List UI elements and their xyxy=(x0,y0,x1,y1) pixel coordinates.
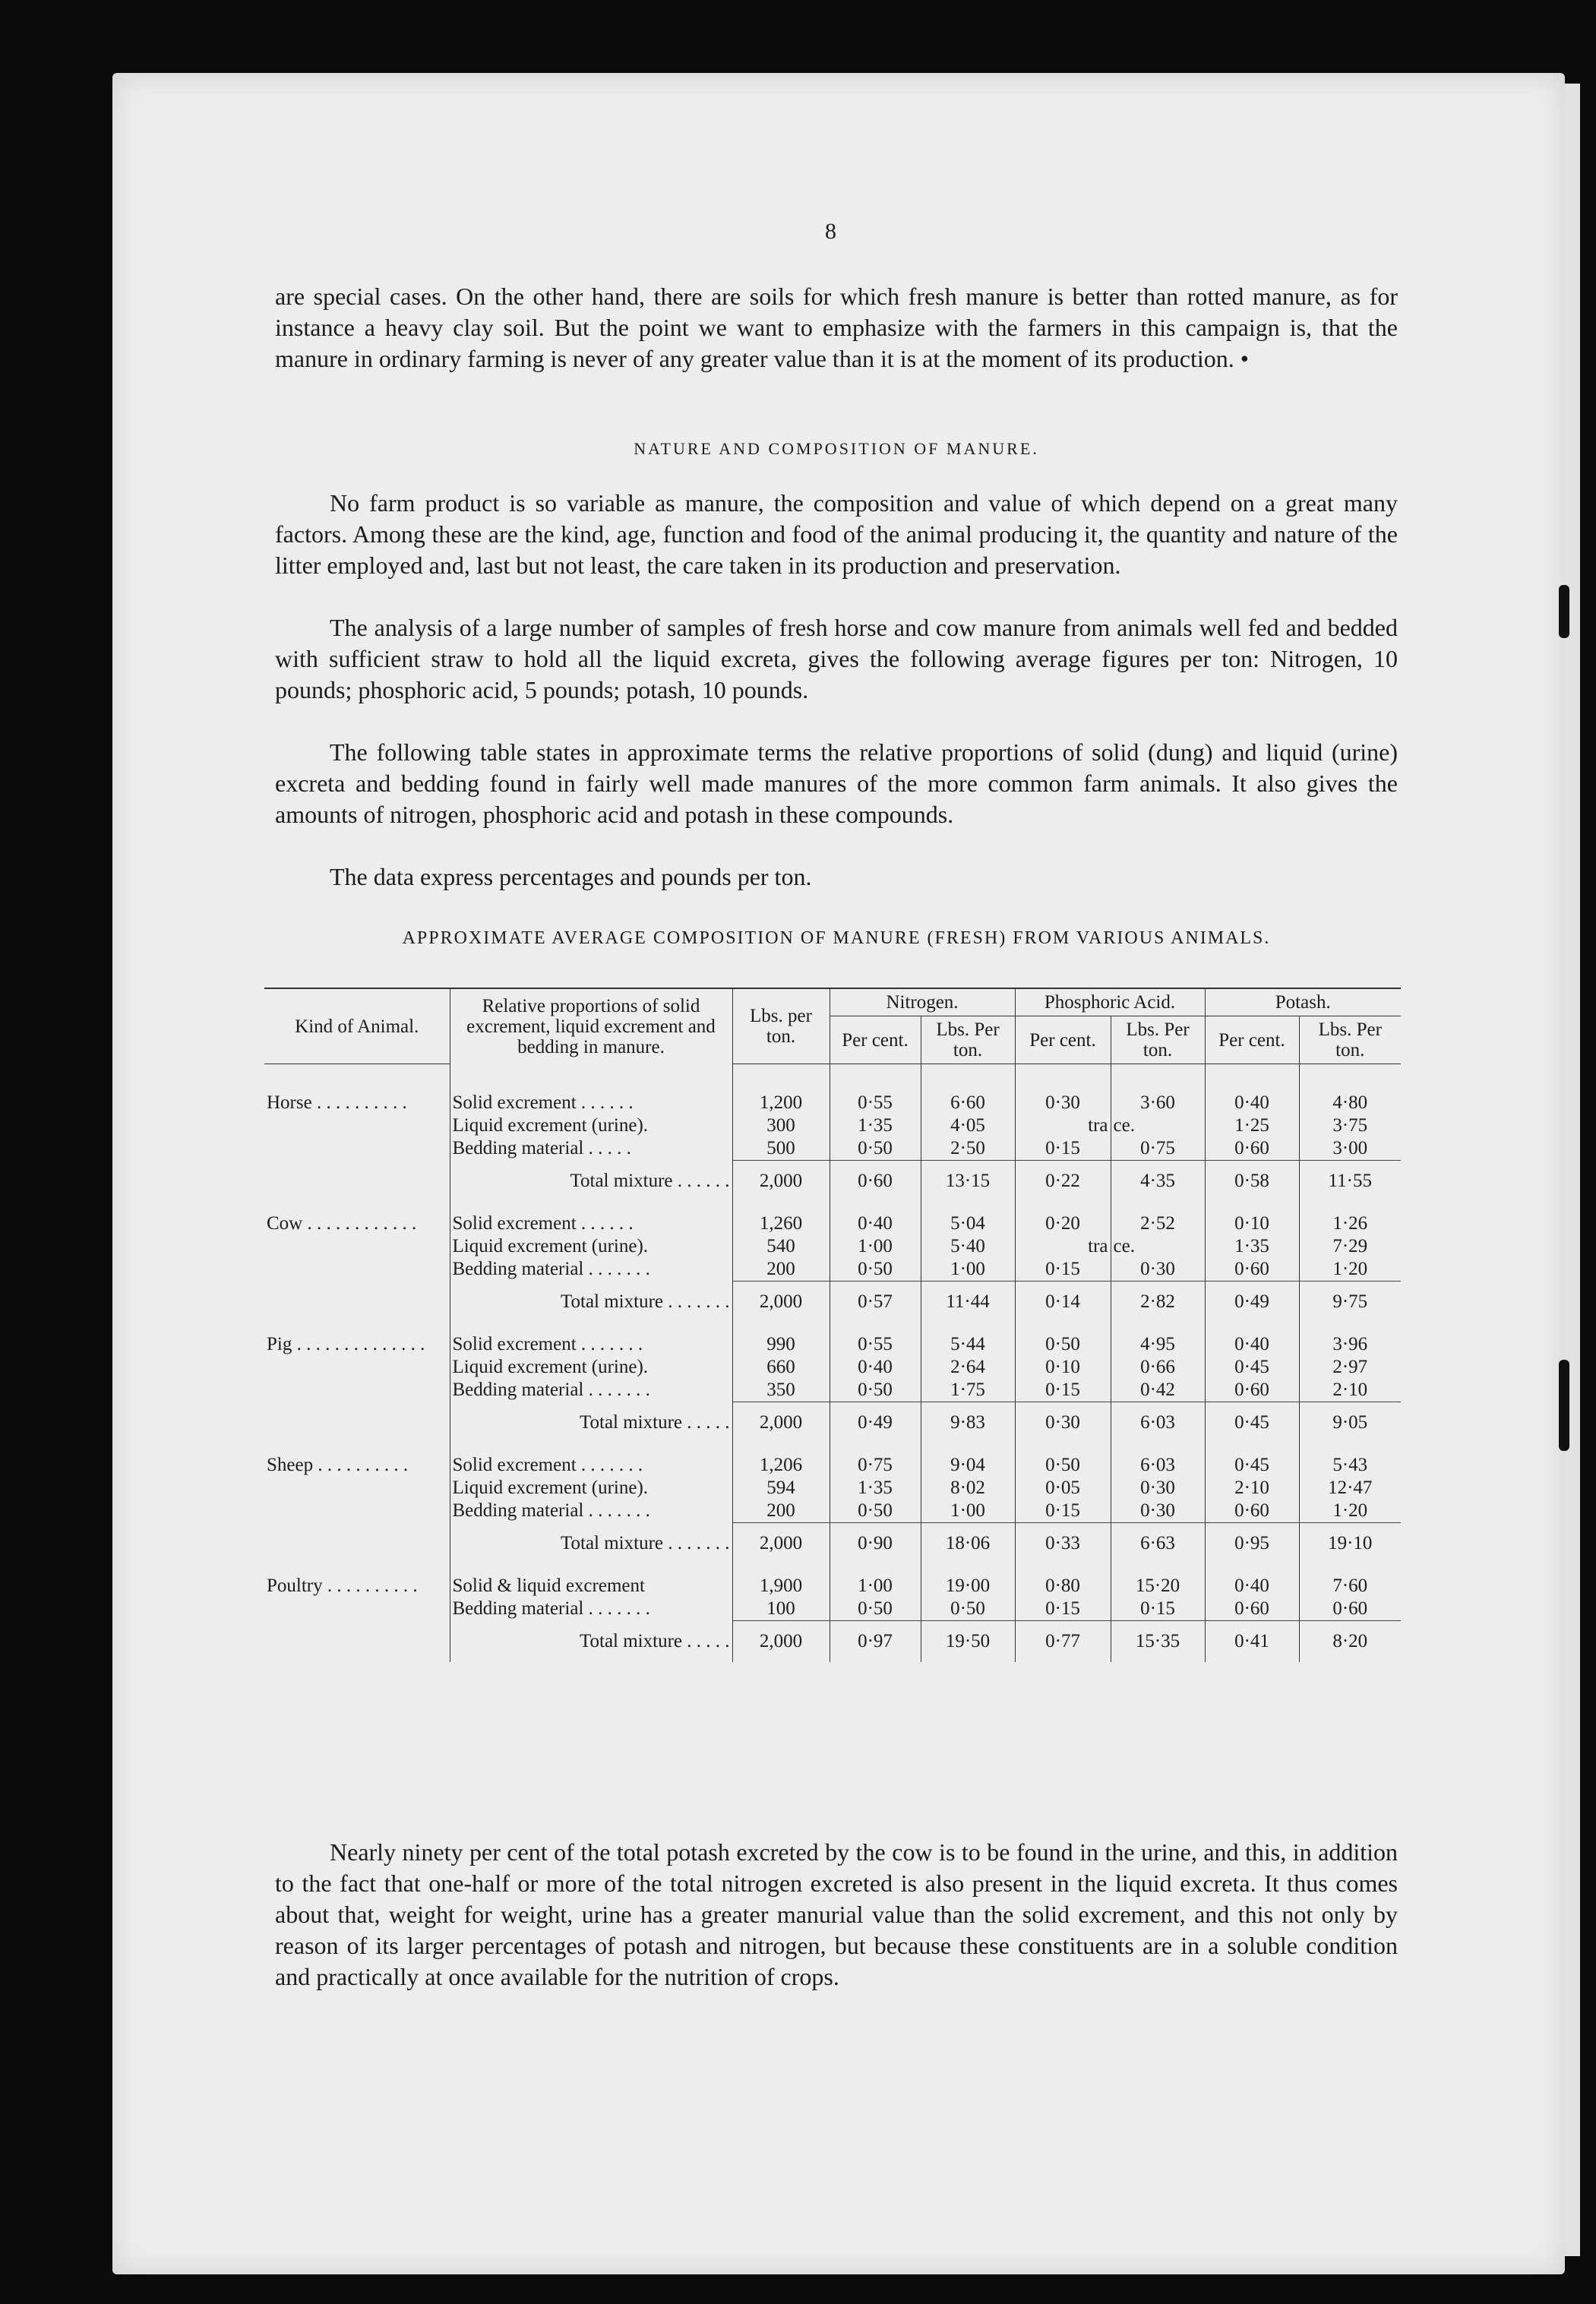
paragraph-1-text: No farm product is so variable as manure, the composition and value of which depend on a great many factors. Among these are the kind, age, function and food of the animal producing it, the quantity and nature of the litter employed and, last but not least, the care taken in its production and preservation. xyxy=(275,489,1398,579)
cell: 4·95 xyxy=(1111,1333,1205,1356)
cell: 0·15 xyxy=(1111,1598,1205,1621)
cell: 0·50 xyxy=(830,1500,921,1523)
cell: 1,200 xyxy=(732,1092,830,1114)
table-row xyxy=(264,1379,1401,1402)
cell: 300 xyxy=(732,1114,830,1137)
component-label: Bedding material . . . . . . . xyxy=(450,1598,732,1621)
cell: 0·40 xyxy=(830,1356,921,1379)
closing-paragraph-text: Nearly ninety per cent of the total potash excreted by the cow is to be found in the urine, and this, in addition to the fact that one-half or more of the total nitrogen excreted is also present in the liquid excreta. It thus comes about that, weight for weight, urine has a greater manurial value than the solid excrement, and this not only by reason of its larger percentages of potash and nitrogen, but because these constituents are in a soluble condition and practically at once available for the nutrition of crops. xyxy=(275,1838,1398,1990)
component-label: Liquid excrement (urine). xyxy=(450,1356,732,1379)
cell: 3·60 xyxy=(1111,1092,1205,1114)
header-per-cent: Per cent. xyxy=(1205,1016,1299,1064)
table-header-row xyxy=(264,988,1401,1016)
cell: 0·41 xyxy=(1205,1621,1299,1663)
cell: 7·60 xyxy=(1299,1575,1401,1598)
cell: 5·04 xyxy=(921,1212,1015,1235)
cell: 2·82 xyxy=(1111,1282,1205,1323)
header-lbs: Lbs. Per ton. xyxy=(1111,1016,1205,1064)
cell: 5·40 xyxy=(921,1235,1015,1258)
cell: 8·20 xyxy=(1299,1621,1401,1663)
cell: 2,000 xyxy=(732,1523,830,1565)
cell: 7·29 xyxy=(1299,1235,1401,1258)
header-lbs-per-ton: Lbs. per ton. xyxy=(732,988,830,1064)
cell: 1·00 xyxy=(830,1575,921,1598)
cell: 0·60 xyxy=(1205,1137,1299,1161)
cell: 200 xyxy=(732,1500,830,1523)
component-label: Liquid excrement (urine). xyxy=(450,1235,732,1258)
cell: 0·15 xyxy=(1015,1379,1111,1402)
cell: 2·50 xyxy=(921,1137,1015,1161)
cell: 18·06 xyxy=(921,1523,1015,1565)
table-row xyxy=(264,1598,1401,1621)
cell: 0·60 xyxy=(830,1161,921,1203)
cell: 0·40 xyxy=(1205,1333,1299,1356)
cell: 6·63 xyxy=(1111,1523,1205,1565)
cell: 0·10 xyxy=(1205,1212,1299,1235)
cell: 1·00 xyxy=(830,1235,921,1258)
cell: 0·97 xyxy=(830,1621,921,1663)
cell: 3·96 xyxy=(1299,1333,1401,1356)
component-label: Solid excrement . . . . . . xyxy=(450,1212,732,1235)
cell: 0·49 xyxy=(1205,1282,1299,1323)
cell: 0·60 xyxy=(1205,1598,1299,1621)
total-label: Total mixture . . . . . xyxy=(450,1402,732,1444)
cell: 0·50 xyxy=(921,1598,1015,1621)
cell: 9·75 xyxy=(1299,1282,1401,1323)
table-row xyxy=(264,1212,1401,1235)
header-phosphoric: Phosphoric Acid. xyxy=(1015,988,1205,1016)
cell: 0·15 xyxy=(1015,1598,1111,1621)
cell: 0·60 xyxy=(1205,1500,1299,1523)
cell: 990 xyxy=(732,1333,830,1356)
cell: 1·25 xyxy=(1205,1114,1299,1137)
cell: 1,900 xyxy=(732,1575,830,1598)
paragraph-1 xyxy=(275,488,1398,581)
cell: 0·90 xyxy=(830,1523,921,1565)
cell: 1,206 xyxy=(732,1454,830,1477)
cell: 0·55 xyxy=(830,1092,921,1114)
cell: 0·50 xyxy=(830,1379,921,1402)
cell: tra xyxy=(1015,1235,1111,1258)
cell: 9·05 xyxy=(1299,1402,1401,1444)
animal-name: Poultry . . . . . . . . . . xyxy=(267,1576,418,1596)
cell: 100 xyxy=(732,1598,830,1621)
table-row xyxy=(264,1258,1401,1282)
paragraph-3 xyxy=(275,737,1398,830)
cell: 0·14 xyxy=(1015,1282,1111,1323)
total-label: Total mixture . . . . . . . xyxy=(450,1523,732,1565)
cell: 5·43 xyxy=(1299,1454,1401,1477)
cell: 4·05 xyxy=(921,1114,1015,1137)
cell: 0·50 xyxy=(1015,1333,1111,1356)
table-row xyxy=(264,1500,1401,1523)
cell: 9·83 xyxy=(921,1402,1015,1444)
table-title: APPROXIMATE AVERAGE COMPOSITION OF MANURE (FRESH) FROM VARIOUS ANIMALS. xyxy=(402,928,1271,948)
cell: 2,000 xyxy=(732,1621,830,1663)
cell: 0·40 xyxy=(1205,1092,1299,1114)
cell: 0·60 xyxy=(1299,1598,1401,1621)
cell: 3·75 xyxy=(1299,1114,1401,1137)
cell: ce. xyxy=(1111,1114,1205,1137)
cell: 12·47 xyxy=(1299,1477,1401,1500)
cell: 0·33 xyxy=(1015,1523,1111,1565)
cell: 0·15 xyxy=(1015,1137,1111,1161)
component-label: Bedding material . . . . . xyxy=(450,1137,732,1161)
component-label: Solid & liquid excrement xyxy=(450,1575,732,1598)
component-label: Solid excrement . . . . . . xyxy=(450,1092,732,1114)
cell: 2·10 xyxy=(1205,1477,1299,1500)
cell: 0·60 xyxy=(1205,1258,1299,1282)
cell: 594 xyxy=(732,1477,830,1500)
binding-mark xyxy=(1559,1360,1569,1451)
paragraph-4-text: The data express percentages and pounds per ton. xyxy=(330,863,812,890)
paragraph-3-text: The following table states in approximate terms the relative proportions of solid (dung) and liquid (urine) excreta and bedding found in fairly well made manures of the more common farm animals. It also gives the amounts of nitrogen, phosphoric acid and potash in these compounds. xyxy=(275,738,1398,828)
cell: 0·40 xyxy=(830,1212,921,1235)
cell: 0·22 xyxy=(1015,1161,1111,1203)
page-edge-strip xyxy=(1565,84,1580,2256)
table-row xyxy=(264,1356,1401,1379)
cell: 5·44 xyxy=(921,1333,1015,1356)
cell: 1·00 xyxy=(921,1258,1015,1282)
cell: 660 xyxy=(732,1356,830,1379)
cell: 0·10 xyxy=(1015,1356,1111,1379)
intro-paragraph: are special cases. On the other hand, there are soils for which fresh manure is better than rotted manure, as for instance a heavy clay soil. But the point we want to emphasize with the farmers in this campaign is, that the manure in ordinary farming is never of any greater value than it is at the moment of its production. • xyxy=(275,283,1398,372)
cell: 11·55 xyxy=(1299,1161,1401,1203)
cell: 2·97 xyxy=(1299,1356,1401,1379)
cell: 13·15 xyxy=(921,1161,1015,1203)
table-row xyxy=(264,1092,1401,1114)
component-label: Solid excrement . . . . . . . xyxy=(450,1333,732,1356)
cell: 9·04 xyxy=(921,1454,1015,1477)
cell: 4·35 xyxy=(1111,1161,1205,1203)
cell: 0·15 xyxy=(1015,1258,1111,1282)
cell: 0·66 xyxy=(1111,1356,1205,1379)
cell: 11·44 xyxy=(921,1282,1015,1323)
cell: 0·30 xyxy=(1015,1092,1111,1114)
paragraph-2-text: The analysis of a large number of samples of fresh horse and cow manure from animals well fed and bedded with sufficient straw to hold all the liquid excreta, gives the following average figures per ton: Nitrogen, 10 pounds; phosphoric acid, 5 pounds; potash, 10 pounds. xyxy=(275,614,1398,703)
cell: 2·52 xyxy=(1111,1212,1205,1235)
cell: 0·50 xyxy=(830,1598,921,1621)
cell: 2,000 xyxy=(732,1282,830,1323)
closing-paragraph xyxy=(275,1837,1398,1993)
cell: 540 xyxy=(732,1235,830,1258)
cell: 1·35 xyxy=(1205,1235,1299,1258)
header-lbs: Lbs. Per ton. xyxy=(921,1016,1015,1064)
cell: 0·50 xyxy=(830,1258,921,1282)
cell: 500 xyxy=(732,1137,830,1161)
cell: 0·15 xyxy=(1015,1500,1111,1523)
cell: 3·00 xyxy=(1299,1137,1401,1161)
section-heading: NATURE AND COMPOSITION OF MANURE. xyxy=(634,439,1039,458)
total-label: Total mixture . . . . . xyxy=(450,1621,732,1663)
animal-name: Cow . . . . . . . . . . . . xyxy=(267,1213,417,1234)
cell: 0·55 xyxy=(830,1333,921,1356)
cell: 15·20 xyxy=(1111,1575,1205,1598)
cell: 0·49 xyxy=(830,1402,921,1444)
cell: 0·58 xyxy=(1205,1161,1299,1203)
cell: 1·35 xyxy=(830,1477,921,1500)
cell: 2·64 xyxy=(921,1356,1015,1379)
cell: 0·45 xyxy=(1205,1454,1299,1477)
cell: 0·57 xyxy=(830,1282,921,1323)
total-row xyxy=(264,1161,1401,1203)
cell: 0·75 xyxy=(1111,1137,1205,1161)
cell: 2,000 xyxy=(732,1402,830,1444)
cell: 0·40 xyxy=(1205,1575,1299,1598)
table-row xyxy=(264,1477,1401,1500)
component-label: Solid excrement . . . . . . . xyxy=(450,1454,732,1477)
cell: 0·50 xyxy=(830,1137,921,1161)
header-potash: Potash. xyxy=(1205,988,1401,1016)
cell: 0·60 xyxy=(1205,1379,1299,1402)
total-row xyxy=(264,1402,1401,1444)
cell: 0·42 xyxy=(1111,1379,1205,1402)
animal-name: Horse . . . . . . . . . . xyxy=(267,1092,407,1113)
header-kind: Kind of Animal. xyxy=(264,988,450,1064)
cell: 1·20 xyxy=(1299,1258,1401,1282)
component-label: Bedding material . . . . . . . xyxy=(450,1500,732,1523)
cell: 15·35 xyxy=(1111,1621,1205,1663)
component-label: Liquid excrement (urine). xyxy=(450,1477,732,1500)
component-label: Liquid excrement (urine). xyxy=(450,1114,732,1137)
cell: 8·02 xyxy=(921,1477,1015,1500)
cell: 0·45 xyxy=(1205,1402,1299,1444)
cell: 0·30 xyxy=(1015,1402,1111,1444)
cell: 19·00 xyxy=(921,1575,1015,1598)
cell: 0·50 xyxy=(1015,1454,1111,1477)
page-number: 8 xyxy=(825,219,836,244)
component-label: Bedding material . . . . . . . xyxy=(450,1379,732,1402)
cell: 1·26 xyxy=(1299,1212,1401,1235)
cell: 1·20 xyxy=(1299,1500,1401,1523)
cell: 350 xyxy=(732,1379,830,1402)
table-row xyxy=(264,1114,1401,1137)
cell: 0·45 xyxy=(1205,1356,1299,1379)
manure-composition-table xyxy=(264,988,1401,1662)
header-per-cent: Per cent. xyxy=(830,1016,921,1064)
cell: 1·75 xyxy=(921,1379,1015,1402)
header-per-cent: Per cent. xyxy=(1015,1016,1111,1064)
cell: 2·10 xyxy=(1299,1379,1401,1402)
cell: 1,260 xyxy=(732,1212,830,1235)
total-row xyxy=(264,1621,1401,1663)
cell: 1·35 xyxy=(830,1114,921,1137)
cell: 200 xyxy=(732,1258,830,1282)
cell: 19·10 xyxy=(1299,1523,1401,1565)
total-row xyxy=(264,1523,1401,1565)
cell: tra xyxy=(1015,1114,1111,1137)
total-label: Total mixture . . . . . . . xyxy=(450,1282,732,1323)
table-row xyxy=(264,1454,1401,1477)
cell: 1·00 xyxy=(921,1500,1015,1523)
header-lbs: Lbs. Per ton. xyxy=(1299,1016,1401,1064)
cell: 0·30 xyxy=(1111,1258,1205,1282)
cell: 2,000 xyxy=(732,1161,830,1203)
table-row xyxy=(264,1235,1401,1258)
cell: 0·20 xyxy=(1015,1212,1111,1235)
animal-name: Sheep . . . . . . . . . . xyxy=(267,1455,409,1475)
cell: 4·80 xyxy=(1299,1092,1401,1114)
header-nitrogen: Nitrogen. xyxy=(830,988,1015,1016)
cell: 0·77 xyxy=(1015,1621,1111,1663)
cell: 0·30 xyxy=(1111,1500,1205,1523)
binding-mark xyxy=(1559,585,1569,638)
cell: 6·60 xyxy=(921,1092,1015,1114)
cell: 0·95 xyxy=(1205,1523,1299,1565)
cell: 0·80 xyxy=(1015,1575,1111,1598)
cell: 6·03 xyxy=(1111,1454,1205,1477)
header-relative: Relative proportions of solid excrement, liquid excrement and bedding in manure. xyxy=(450,988,732,1064)
component-label: Bedding material . . . . . . . xyxy=(450,1258,732,1282)
total-row xyxy=(264,1282,1401,1323)
paragraph-2 xyxy=(275,612,1398,706)
table-row xyxy=(264,1333,1401,1356)
cell: 0·05 xyxy=(1015,1477,1111,1500)
total-label: Total mixture . . . . . . xyxy=(450,1161,732,1203)
animal-name: Pig . . . . . . . . . . . . . . xyxy=(267,1334,425,1354)
cell: 19·50 xyxy=(921,1621,1015,1663)
cell: 0·30 xyxy=(1111,1477,1205,1500)
cell: 6·03 xyxy=(1111,1402,1205,1444)
table-row xyxy=(264,1137,1401,1161)
cell: ce. xyxy=(1111,1235,1205,1258)
paragraph-4 xyxy=(275,861,1398,893)
cell: 0·75 xyxy=(830,1454,921,1477)
table-row xyxy=(264,1575,1401,1598)
